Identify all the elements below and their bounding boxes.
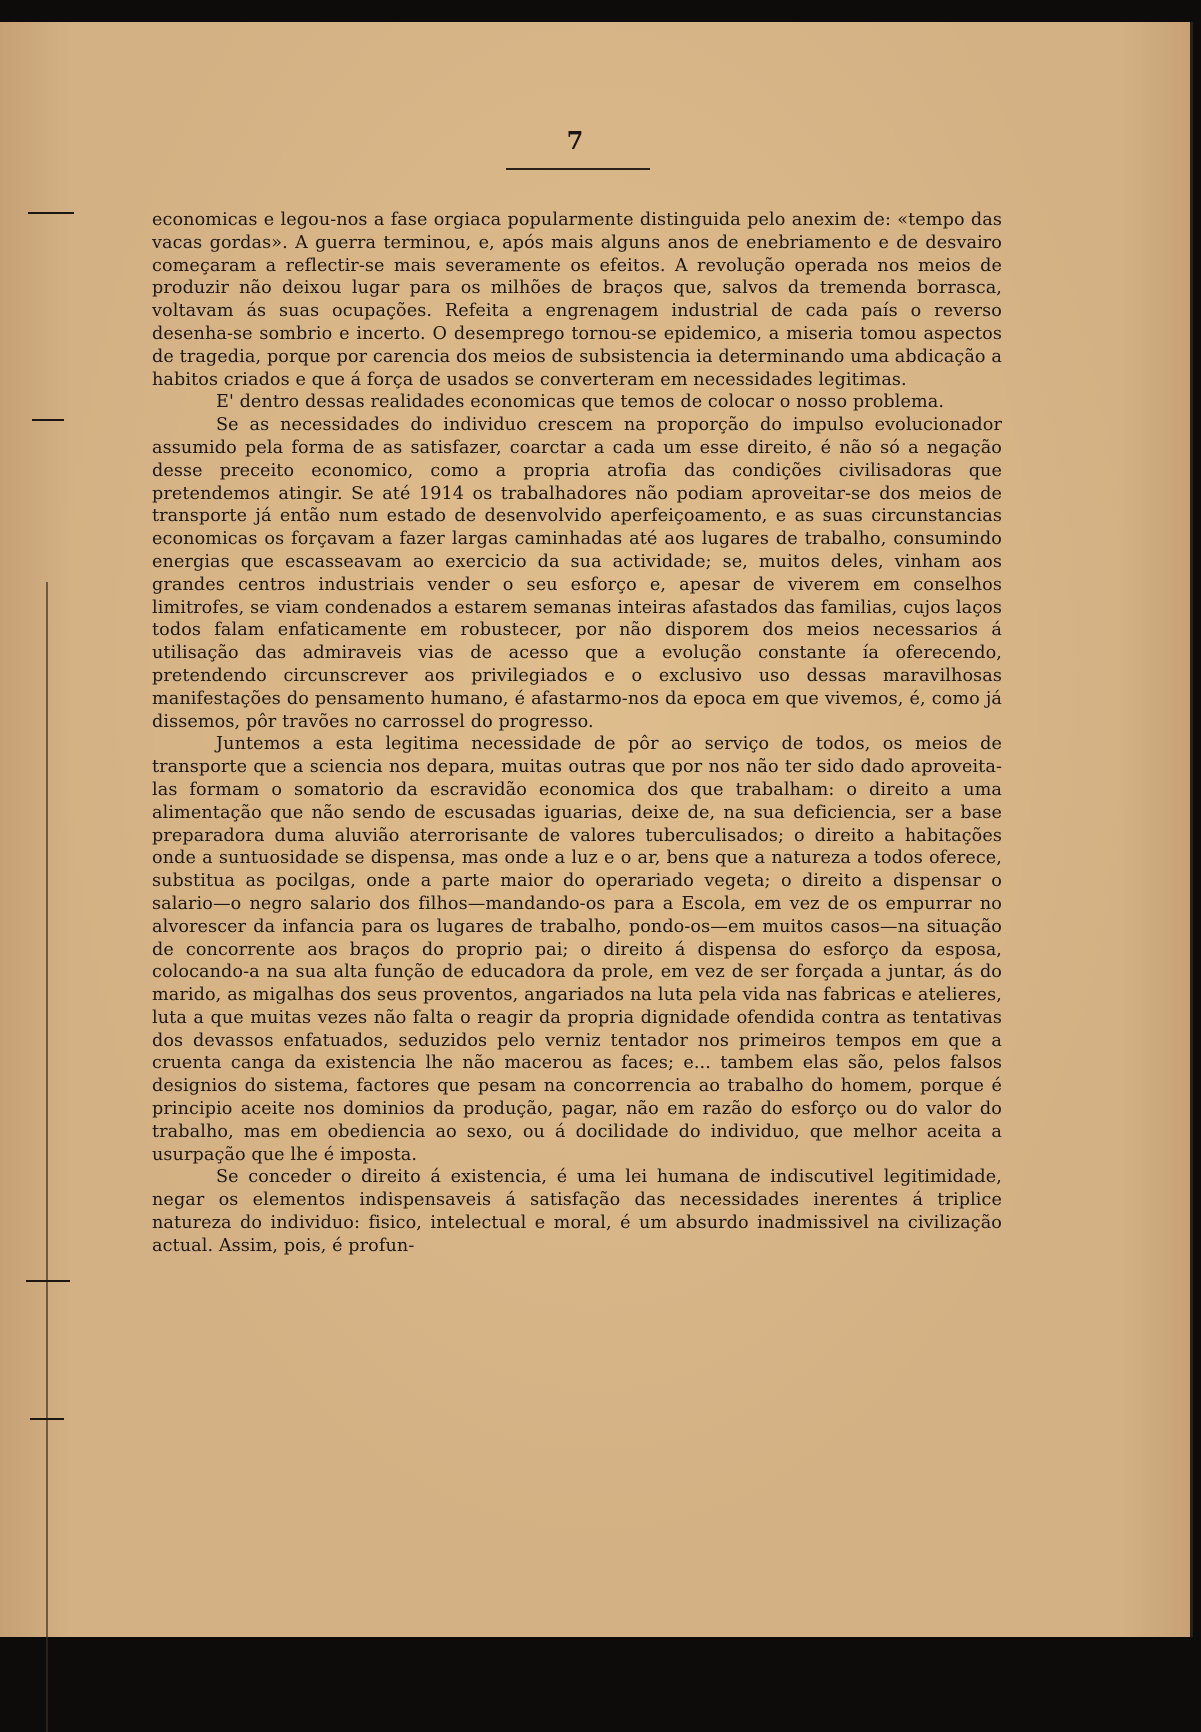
margin-mark bbox=[30, 1418, 64, 1420]
paragraph: E' dentro dessas realidades economicas que temos de colocar o nosso problema. bbox=[216, 392, 945, 413]
paragraph: Juntemos a esta legitima necessidade de pôr ao serviço de todos, os meios de transporte que a sciencia nos depara, muitas outras que por nos não ter sido dado aproveita-las formam o somatorio da escravidão economica dos que trabalham: o direito a uma alimentação que não sendo de escusadas iguarias, deixe de, na sua deficiencia, ser a base preparadora duma aluvião aterrorisante de valores tuberculisados; o direito a habitações onde a suntuosidade se dispensa, mas onde a luz e o ar, bens que a natureza a todos oferece, substitua as pocilgas, onde a parte maior do operariado vegeta; o direito a dispensar o salario—o negro salario dos filhos—mandando-os para a Escola, em vez de os empurrar no alvorescer da infancia para os lugares de trabalho, pondo-os—em muitos casos—na situação de concorrente aos braços do proprio pai; o direito á dispensa do esforço da esposa, colocando-a na sua alta função de educadora da prole, em vez de ser forçada a juntar, ás do marido, as migalhas dos seus proventos, angariados na luta pela vida nas fabricas e atelieres, luta a que muitas vezes não falta o reagir da propria dignidade ofendida contra as tentativas dos devassos enfatuados, seduzidos pelo verniz tentador nos primeiros tempos em que a cruenta canga da existencia lhe não macerou as faces; e... tambem elas são, pelos falsos designios do sistema, factores que pesam na concorrencia ao trabalho do homem, porque é principio aceite nos dominios da produção, pagar, não em razão do esforço ou do valor do trabalho, mas em obediencia ao sexo, ou á docilidade do individuo, que melhor aceita a usurpação que lhe é imposta. bbox=[152, 734, 1002, 1165]
page-number: 7 bbox=[566, 126, 584, 155]
margin-mark bbox=[26, 1280, 70, 1282]
scanned-page bbox=[0, 22, 1193, 1637]
binding-rule bbox=[46, 582, 48, 1732]
body-text bbox=[152, 209, 1002, 1258]
header-rule bbox=[506, 168, 650, 170]
paragraph: Se as necessidades do individuo crescem na proporção do impulso evolucionador assumido pela forma de as satisfazer, coarctar a cada um esse direito, é não só a negação desse preceito economico, como a propria atrofia das condições civilisadoras que pretendemos atingir. Se até 1914 os trabalhadores não podiam aproveitar-se dos meios de transporte já então num estado de desenvolvido aperfeiçoamento, e as suas circunstancias economicas os forçavam a fazer largas caminhadas até aos lugares de trabalho, consumindo energias que escasseavam ao exercicio da sua actividade; se, muitos deles, vinham aos grandes centros industriais vender o seu esforço e, apesar de viverem em conselhos limitrofes, se viam condenados a estarem semanas inteiras afastados das familias, cujos laços todos falam enfaticamente em robustecer, por não disporem dos meios necessarios á utilisação das admiraveis vias de acesso que a evolução constante ía oferecendo, pretendendo circunscrever aos privilegiados e o exclusivo uso dessas maravilhosas manifestações do pensamento humano, é afastarmo-nos da epoca em que vivemos, é, como já dissemos, pôr travões no carrossel do progresso. bbox=[152, 415, 1002, 732]
margin-mark bbox=[28, 212, 74, 214]
paragraph: Se conceder o direito á existencia, é uma lei humana de indiscutivel legitimidade, negar os elementos indispensaveis á satisfação das necessidades inerentes á triplice natureza do individuo: fisico, intelectual e moral, é um absurdo inadmissivel na civilização actual. Assim, pois, é profun- bbox=[152, 1167, 1002, 1256]
margin-mark bbox=[32, 419, 64, 421]
paragraph: economicas e legou-nos a fase orgiaca popularmente distinguida pelo anexim de: «tempo das vacas gordas». A guerra terminou, e, após mais alguns anos de enebriamento e de desvairo começaram a reflectir-se mais severamente os efeitos. A revolução operada nos meios de produzir não deixou lugar para os milhões de braços que, salvos da tremenda borrasca, voltavam ás suas ocupações. Refeita a engrenagem industrial de cada país o reverso desenha-se sombrio e incerto. O desemprego tornou-se epidemico, a miseria tomou aspectos de tragedia, porque por carencia dos meios de subsistencia ia determinando uma abdicação a habitos criados e que á força de usados se converteram em necessidades legitimas. bbox=[152, 210, 1002, 390]
